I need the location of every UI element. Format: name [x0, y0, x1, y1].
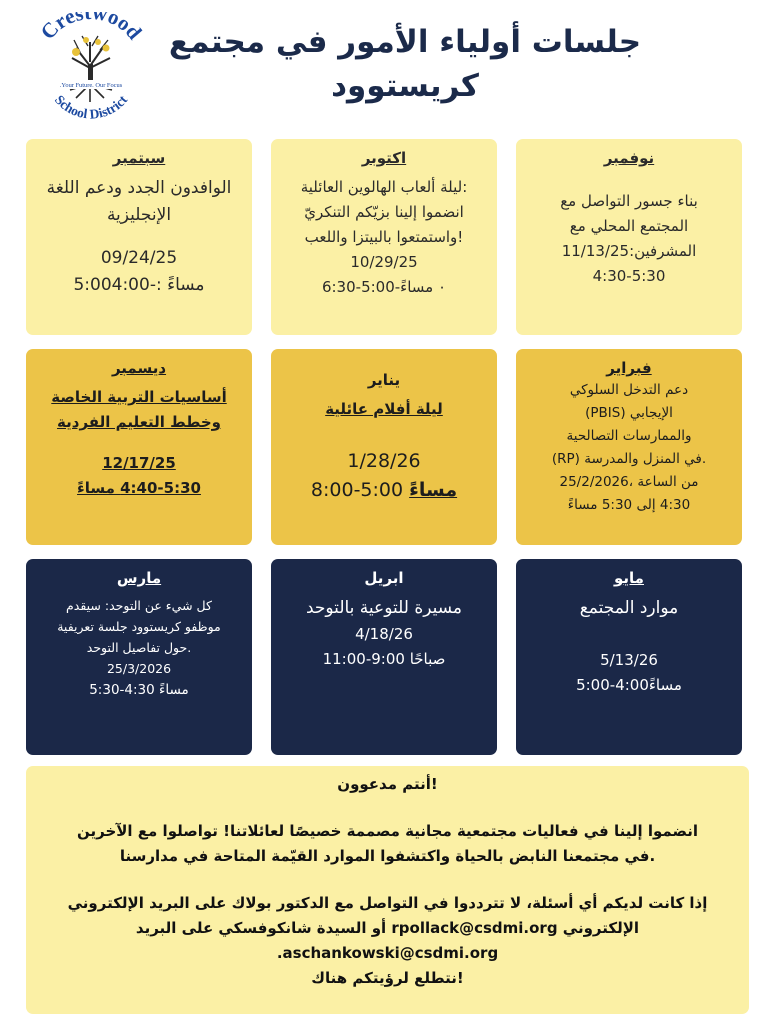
event-date: 1/28/26: [347, 450, 421, 472]
event-time-suffix: مساءً: [409, 479, 458, 501]
logo-bottom-text: School District: [51, 92, 131, 122]
event-line: كل شيء عن التوحد: سيقدم: [66, 598, 212, 613]
event-topic: الوافدون الجدد ودعم اللغة الإنجليزية: [46, 178, 232, 225]
card-april: [271, 559, 497, 755]
month-label: مايو: [614, 569, 644, 587]
invite-paragraph-line: .في مجتمعنا النابض بالحياة واكتشفوا الموارد القيّمة المتاحة في مدارسنا: [119, 847, 656, 865]
event-time: 4:30 إلى 5:30 مساءً: [567, 497, 691, 513]
event-line: :ليلة ألعاب الهالوين العائلية: [300, 178, 468, 196]
event-date: 4/18/26: [355, 625, 413, 643]
event-line: أساسيات التربية الخاصة: [51, 388, 227, 406]
month-label: سبتمبر: [112, 149, 166, 167]
card-december: [26, 349, 252, 545]
card-january: [271, 349, 497, 545]
month-label: فبراير: [606, 359, 652, 377]
event-time: 5:00-8:00: [310, 479, 404, 501]
event-line: انضموا إلينا بزيّكم التنكريّ: [304, 203, 464, 221]
card-may: [516, 559, 742, 755]
event-date: 09/24/25: [100, 248, 178, 268]
month-label: ديسمبر: [111, 359, 167, 377]
event-time: صباحًا 9:00-11:00: [322, 650, 446, 668]
invite-contact-line: الإلكتروني rpollack@csdmi.org أو السيدة شانكوفسكي على البريد: [135, 919, 640, 937]
month-label: مارس: [116, 569, 162, 587]
event-line: المشرفين:11/13/25: [561, 242, 697, 260]
event-line: المجتمع المحلي مع: [569, 217, 689, 235]
logo-top-text: Crestwood: [35, 12, 147, 45]
title-line1: جلسات أولياء الأمور في مجتمع: [168, 24, 642, 60]
event-line: دعم التدخل السلوكي: [569, 382, 689, 398]
event-time: مساءً 4:30-5:30: [89, 682, 189, 698]
month-label: يناير: [367, 371, 401, 389]
card-march: [26, 559, 252, 755]
event-line: والممارسات التصالحية: [566, 428, 692, 444]
event-time: 4:40-5:30 مساءً: [77, 479, 201, 497]
event-topic: ليلة أفلام عائلية: [325, 400, 443, 418]
card-february: [516, 349, 742, 545]
card-september: [26, 139, 252, 335]
invite-heading: !أنتم مدعوون: [337, 775, 438, 793]
event-time-row: [279, 475, 489, 505]
event-line: الإيجابي (PBIS): [585, 405, 673, 421]
invite-closing: !نتطلع لرؤيتكم هناك: [311, 969, 464, 987]
page-title: [125, 20, 685, 108]
event-topic: موارد المجتمع: [579, 598, 679, 618]
card-october: [271, 139, 497, 335]
event-time: ٠ مساءً-5:00-6:30: [321, 278, 447, 296]
event-time: 4:30-5:30: [592, 267, 666, 285]
event-time: مساءً4:00-5:00: [576, 676, 682, 694]
invite-paragraph-line: انضموا إلينا في فعاليات مجتمعية مجانية مصممة خصيصًا لعائلاتنا! تواصلوا مع الآخرين: [76, 822, 699, 840]
month-label: ابريل: [364, 569, 404, 587]
invitation-box: [26, 766, 749, 1014]
event-time: مساءً :-5:004:00: [73, 275, 205, 295]
svg-text:School District: [52, 92, 131, 122]
event-date: 25/3/2026: [106, 661, 172, 676]
invite-contact-line: إذا كانت لديكم أي أسئلة، لا تترددوا في التواصل مع الدكتور بولاك على البريد الإلكتروني: [67, 894, 708, 912]
month-label: نوفمبر: [603, 149, 655, 167]
event-date: 12/17/25: [102, 454, 176, 472]
logo-tagline: Your Future. Our Focus.: [59, 82, 123, 89]
event-date: 5/13/26: [600, 651, 658, 669]
event-line: موظفو كريستوود جلسة تعريفية: [57, 619, 221, 634]
card-november: [516, 139, 742, 335]
event-date: من الساعة ،25/2/2026: [559, 474, 699, 490]
event-topic: مسيرة للتوعية بالتوحد: [305, 598, 463, 618]
event-line: بناء جسور التواصل مع: [560, 192, 698, 210]
month-label: اكتوبر: [361, 149, 407, 167]
event-line: !واستمتعوا بالبيتزا واللعب: [304, 228, 464, 246]
invite-contact-email[interactable]: aschankowski@csdmi.org.: [276, 944, 499, 962]
event-date: 10/29/25: [350, 253, 418, 271]
event-line: .في المنزل والمدرسة (RP): [551, 451, 707, 467]
title-line2: كريستوود: [331, 68, 479, 104]
event-line: .حول تفاصيل التوحد: [86, 640, 192, 655]
event-line: وخطط التعليم الفردية: [57, 413, 221, 431]
